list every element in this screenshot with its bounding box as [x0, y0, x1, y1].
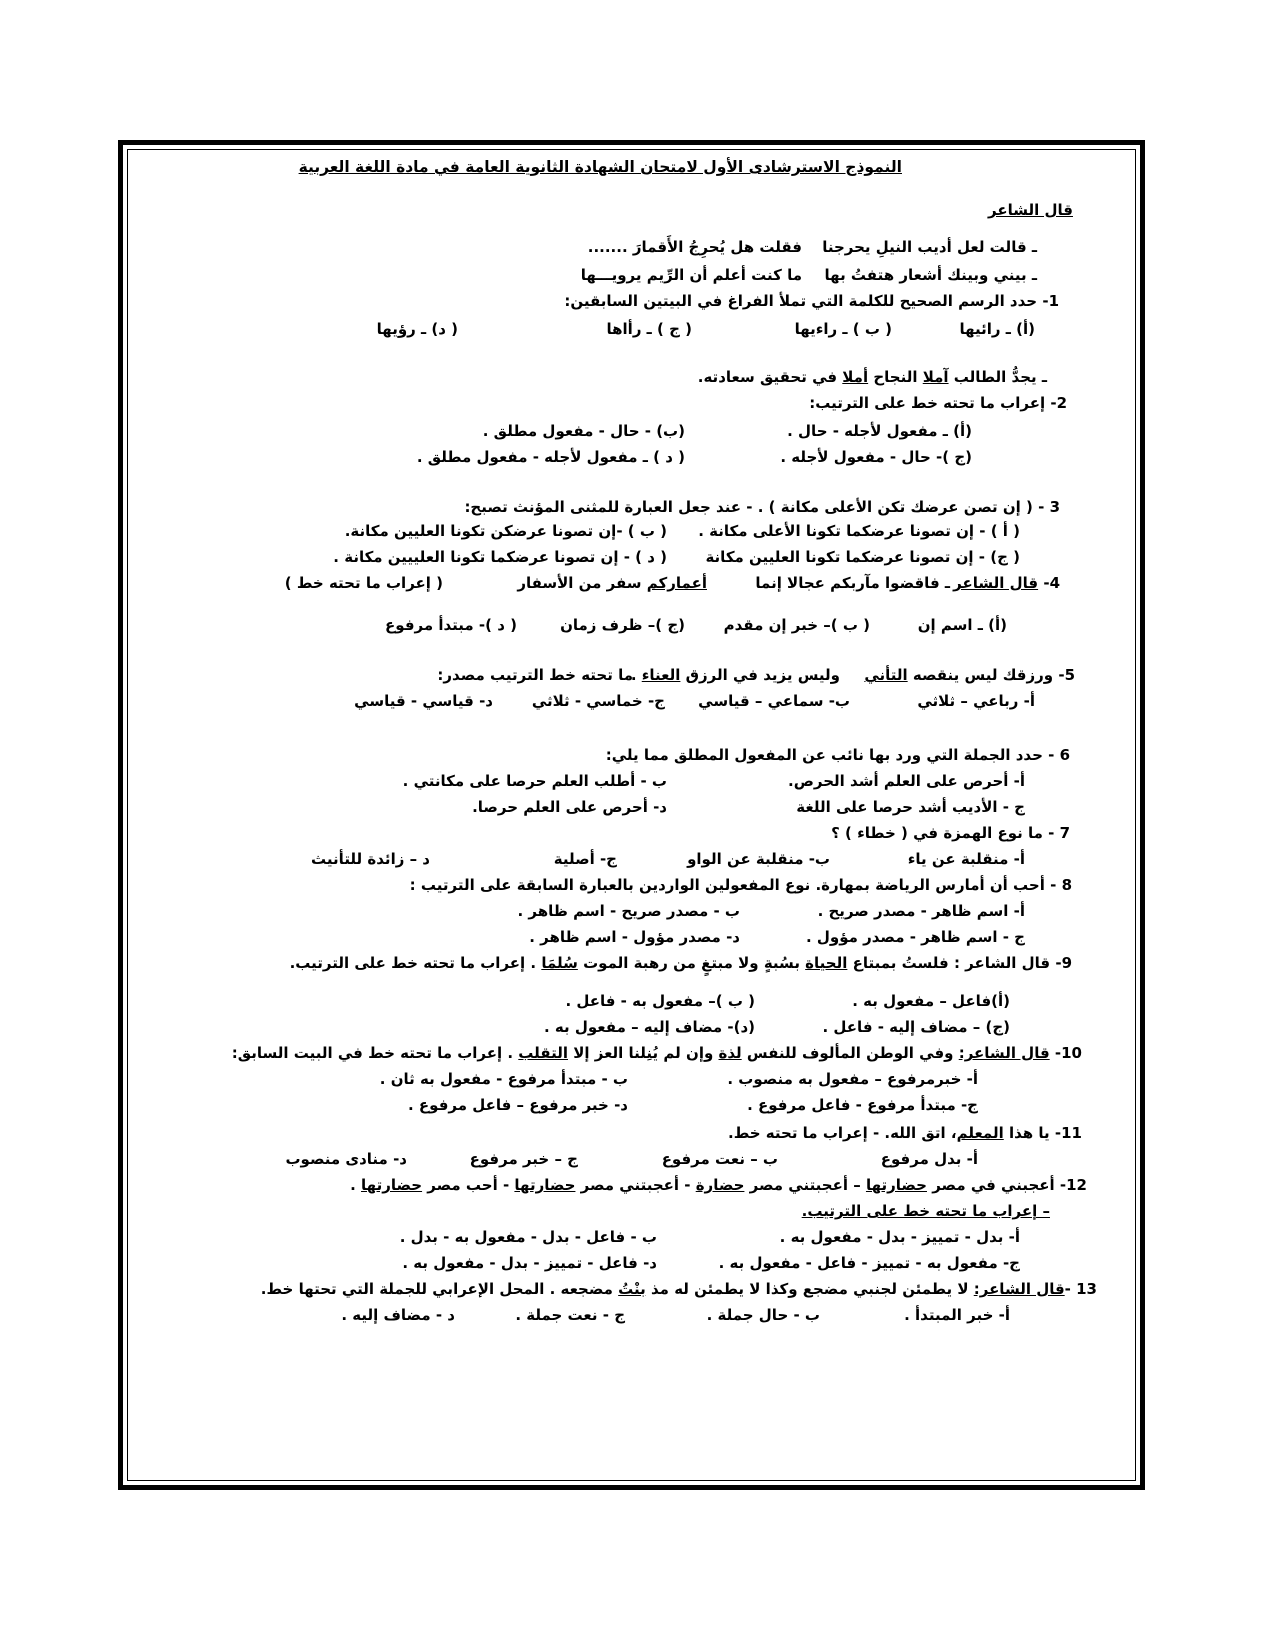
question-11-option-a: أ- بدل مرفوع [880, 1150, 978, 1168]
question-6-option-b: ب - أطلب العلم حرصا على مكانتي . [402, 772, 667, 790]
question-10-option-c: ج- مبتدأ مرفوع - فاعل مرفوع . [747, 1096, 978, 1114]
question-2-sentence-start: ـ يجدُّ الطالب [948, 368, 1047, 386]
question-4-task: ( إعراب ما تحته خط ) [284, 574, 443, 592]
question-11-option-b: ب – نعت مرفوع [661, 1150, 778, 1168]
question-2-option-b: (ب) - حال - مفعول مطلق . [482, 422, 685, 440]
question-2-option-d: ( د ) ـ مفعول لأجله - مفعول مطلق . [416, 448, 685, 466]
question-5-verse-first-hemistich [864, 664, 1075, 686]
question-9-option-b: ( ب )– مفعول به - فاعل . [565, 992, 755, 1010]
question-13-number: 13 - [1064, 1280, 1097, 1298]
question-5-option-b: ب- سماعي – قياسي [698, 692, 850, 710]
question-12-underlined-1: حضارتها [865, 1176, 927, 1194]
question-9-option-c: (ج) – مضاف إليه - فاعل . [822, 1018, 1010, 1036]
question-4-option-c: (ج )– ظرف زمان [560, 616, 685, 634]
question-6-text: 6 - حدد الجملة التي ورد بها نائب عن المفعول المطلق مما يلي: [605, 746, 1070, 764]
question-13-heading: قال الشاعر: [973, 1280, 1065, 1298]
question-11-option-d: د- منادى منصوب [285, 1150, 407, 1168]
intro-verse1-second-hemistich: فقلت هل يُحرِجُ الأَقمارَ ....... [587, 238, 802, 256]
question-1-option-a: (أ) ـ رائيها [959, 320, 1035, 338]
question-5-underlined-1: التأني [864, 666, 908, 684]
question-8-option-b: ب - مصدر صريح - اسم ظاهر . [517, 902, 740, 920]
question-12-part-5: . [350, 1176, 362, 1194]
question-6-option-a: أ- أحرص على العلم أشد الحرص. [788, 772, 1025, 790]
question-2-underlined-1: آملا [922, 368, 949, 386]
question-13-option-d: د - مضاف إليه . [341, 1306, 455, 1324]
question-12-option-c: ج- مفعول به - تمييز - فاعل - مفعول به . [718, 1254, 1020, 1272]
question-4-number: 4- [1043, 574, 1060, 592]
question-4-option-b: ( ب )– خبر إن مقدم [723, 616, 870, 634]
question-8-option-c: ج - اسم ظاهر - مصدر مؤول . [805, 928, 1025, 946]
question-13-text-start: لا يطمئن لجنبي مضجع وكذا لا يطمئن له مذ [645, 1280, 974, 1298]
question-9-underlined-2: سُلمَا [541, 954, 578, 972]
question-8-option-a: أ- اسم ظاهر - مصدر صريح . [817, 902, 1025, 920]
question-10-option-a: أ- خبرمرفوع – مفعول به منصوب . [727, 1070, 978, 1088]
question-1-option-b: ( ب ) ـ راءيها [794, 320, 892, 338]
question-11-text-start: 11- يا هذا [1003, 1124, 1082, 1142]
question-4-option-d: ( د )- مبتدأ مرفوع [385, 616, 517, 634]
question-7-option-b: ب- منقلبة عن الواو [687, 850, 830, 868]
question-7-option-c: ج- أصلية [553, 850, 617, 868]
question-10-underlined-1: لذة [718, 1044, 742, 1062]
question-6-option-d: د- أحرص على العلم حرصا. [472, 798, 667, 816]
question-9-option-d: (د)- مضاف إليه – مفعول به . [544, 1018, 755, 1036]
intro-verse2-first-hemistich: ـ بيني وبينك أشعار هتفتُ بها [824, 266, 1037, 284]
question-12-part-2: – أعجبتني مصر [744, 1176, 866, 1194]
question-9-text [290, 952, 1072, 974]
question-1-text: 1- حدد الرسم الصحيح للكلمة التي تملأ الفراغ في البيتين السابقين: [564, 292, 1059, 310]
question-10-text-start: وفي الوطن المألوف للنفس [741, 1044, 959, 1062]
question-3-option-d: ( د ) - إن تصونا عرضكما تكونا العلييين مكانة . [333, 548, 667, 566]
page-title: النموذج الاسترشادى الأول لامتحان الشهادة الثانوية العامة في مادة اللغة العربية [298, 158, 902, 176]
question-9-underlined-1: الحياة [805, 954, 848, 972]
question-13-option-b: ب - حال جملة . [706, 1306, 820, 1324]
question-10-heading: قال الشاعر: [958, 1044, 1050, 1062]
question-11-option-c: ج – خبر مرفوع [469, 1150, 578, 1168]
question-13-text [261, 1278, 1097, 1300]
question-4-verse [953, 572, 1060, 594]
question-4-heading: قال الشاعر [953, 574, 1039, 592]
intro-heading: قال الشاعر [988, 201, 1073, 219]
question-4-verse-second-hemistich [517, 572, 707, 594]
question-5-option-a: أ- رباعي – ثلاثي [917, 692, 1035, 710]
question-8-option-d: د- مصدر مؤول - اسم ظاهر . [529, 928, 740, 946]
question-5-number: 5- [1058, 666, 1075, 684]
question-12-option-b: ب - فاعل - بدل - مفعول به - بدل . [399, 1228, 657, 1246]
question-2-sentence [698, 366, 1047, 388]
question-2-text: 2- إعراب ما تحته خط على الترتيب: [809, 394, 1067, 412]
question-10-underlined-2: التقلب [518, 1044, 568, 1062]
question-11-underlined: المعلم [956, 1124, 1004, 1142]
intro-verse2-second-hemistich: ما كنت أعلم أن الرِّيم يرويـــها [580, 266, 802, 284]
question-7-option-a: أ- منقلبة عن ياء [907, 850, 1025, 868]
question-10-number: 10- [1054, 1044, 1082, 1062]
question-5-verse-end: . [630, 666, 642, 684]
question-2-sentence-mid: النجاح [868, 368, 923, 386]
question-12-task: – إعراب ما تحته خط على الترتيب. [801, 1202, 1050, 1220]
question-5-option-c: ج- خماسي - ثلاثي [531, 692, 665, 710]
intro-verse1-first-hemistich: ـ قالت لعل أديب النيلِ يحرجنا [822, 238, 1037, 256]
question-12-underlined-4: حضارتها [361, 1176, 423, 1194]
question-13-option-a: أ- خبر المبتدأ . [904, 1306, 1010, 1324]
question-9-text-end: . إعراب ما تحته خط على الترتيب. [289, 954, 542, 972]
question-10-text-mid: وإن لم يُنِلنا العز إلا [568, 1044, 719, 1062]
question-5-verse-mid: وليس يزيد في الرزق [680, 666, 840, 684]
question-7-option-d: د – زائدة للتأنيث [311, 850, 430, 868]
question-12-underlined-2: حضارة [695, 1176, 745, 1194]
question-13-underlined: بنْتُ [618, 1280, 646, 1298]
question-12-part-4: - أحب مصر [422, 1176, 515, 1194]
question-3-text: 3 - ( إن تصن عرضك تكن الأعلى مكانة ) . - عند جعل العبارة للمثنى المؤنث تصبح: [464, 498, 1060, 516]
question-3-option-a: ( أ ) - إن تصونا عرضكما تكونا الأعلى مكانة . [698, 522, 1020, 540]
question-5-underlined-2: العناء [641, 666, 681, 684]
question-10-option-d: د- خبر مرفوع – فاعل مرفوع . [408, 1096, 628, 1114]
question-12-underlined-3: حضارتها [514, 1176, 576, 1194]
question-10-text [232, 1042, 1082, 1064]
question-1-option-c: ( ج ) ـ رأاها [606, 320, 692, 338]
question-13-text-end: مضجعه . المحل الإعرابي للجملة التي تحتها خط. [260, 1280, 619, 1298]
question-2-underlined-2: أملا [842, 368, 869, 386]
question-10-text-end: . إعراب ما تحته خط في البيت السابق: [231, 1044, 519, 1062]
question-6-option-c: ج - الأديب أشد حرصا على اللغة [796, 798, 1025, 816]
question-5-verse-second-hemistich [631, 664, 840, 686]
question-11-text-end: ، اتق الله. - إعراب ما تحته خط. [728, 1124, 957, 1142]
question-3-option-b: ( ب ) -إن تصونا عرضكن تكونا العليين مكانة. [344, 522, 667, 540]
question-9-option-a: (أ)فاعل – مفعول به . [852, 992, 1010, 1010]
question-2-option-a: (أ) ـ مفعول لأجله - حال . [787, 422, 972, 440]
question-9-text-mid: بسُبةٍ ولا مبتغٍ من رهبة الموت [577, 954, 806, 972]
question-7-text: 7 - ما نوع الهمزة في ( خطاء ) ؟ [831, 824, 1070, 842]
question-5-verse-start: ورزقك ليس ينقصه [907, 666, 1054, 684]
question-12-option-d: د- فاعل - تمييز - بدل - مفعول به . [402, 1254, 657, 1272]
question-11-text [728, 1122, 1082, 1144]
question-13-option-c: ج - نعت جملة . [515, 1306, 625, 1324]
question-4-verse-end: سفر من الأسفار [517, 574, 647, 592]
question-2-option-c: (ج )- حال - مفعول لأجله . [780, 448, 972, 466]
question-5-task: ما تحته خط الترتيب مصدر: [437, 666, 633, 684]
question-2-sentence-end: في تحقيق سعادته. [697, 368, 843, 386]
question-8-text: 8 - أحب أن أمارس الرياضة بمهارة. نوع المفعولين الواردين بالعبارة السابقة على الترتيب : [409, 876, 1072, 894]
question-5-option-d: د- قياسي - قياسي [354, 692, 493, 710]
question-12-text [350, 1174, 1087, 1196]
question-4-verse-first-hemistich: ـ فاقضوا مآربكم عجالا إنما [755, 574, 950, 592]
question-12-part-1: 12- أعجبني في مصر [926, 1176, 1087, 1194]
question-4-option-a: (أ) ـ اسم إن [917, 616, 1007, 634]
question-10-option-b: ب - مبتدأ مرفوع - مفعول به ثان . [379, 1070, 628, 1088]
question-1-option-d: ( د) ـ رؤيها [376, 320, 458, 338]
question-12-option-a: أ- بدل - تمييز - بدل - مفعول به . [779, 1228, 1020, 1246]
question-12-part-3: - أعجبتني مصر [575, 1176, 696, 1194]
question-4-underlined: أعماركم [646, 574, 707, 592]
question-9-text-start: 9- قال الشاعر : فلستُ بمبتاع [847, 954, 1072, 972]
question-3-option-c: ( ج) - إن تصونا عرضكما تكونا العليين مكانة [705, 548, 1020, 566]
